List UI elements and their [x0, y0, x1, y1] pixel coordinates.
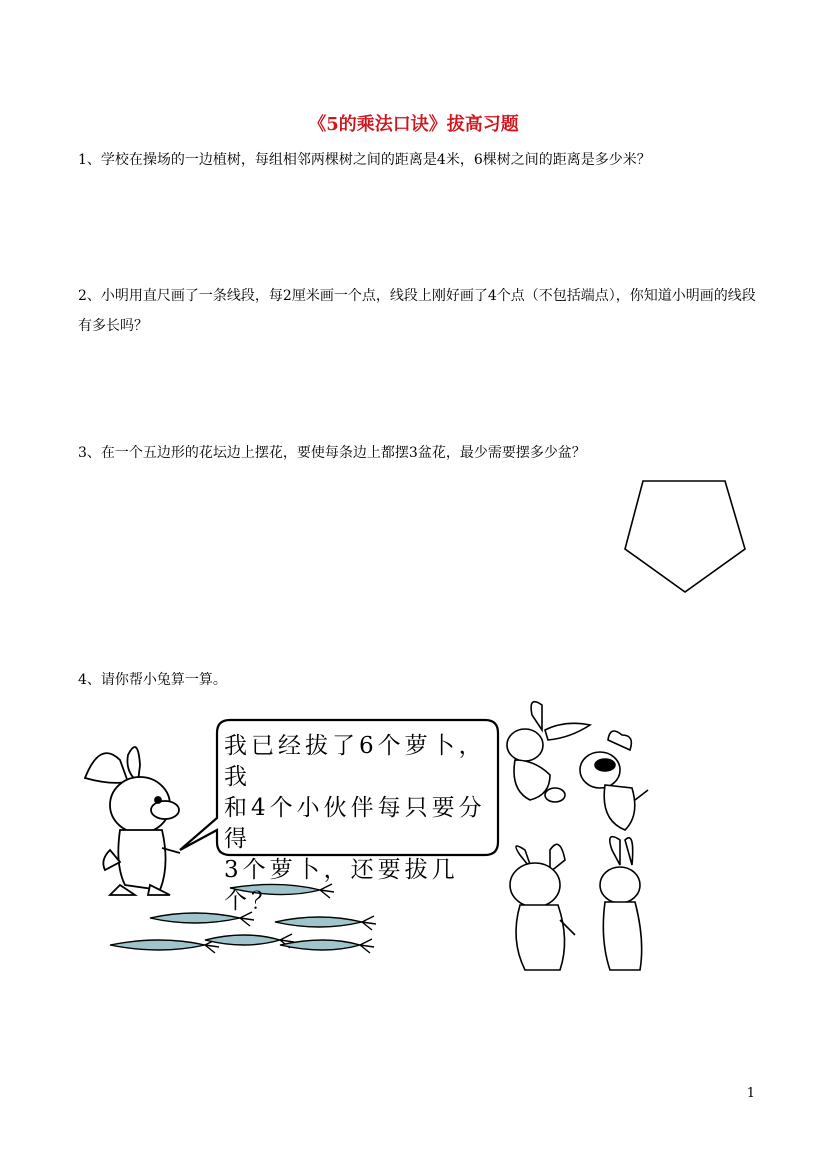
speech-line: 我已经拔了6个萝卜，我	[224, 733, 486, 790]
page-number: 1	[746, 1086, 755, 1101]
pentagon-figure	[620, 476, 750, 596]
rabbit-group-drawing	[507, 702, 648, 970]
left-rabbit-drawing	[85, 747, 180, 895]
page-title: 《5的乘法口诀》拔高习题	[308, 114, 519, 135]
speech-bubble-text	[210, 721, 500, 914]
question-4: 4、请你帮小兔算一算。	[78, 672, 227, 688]
speech-line: 和4个小伙伴每只要分得	[224, 795, 486, 852]
question-3: 3、在一个五边形的花坛边上摆花，要使每条边上都摆3盆花，最少需要摆多少盆？	[78, 445, 586, 461]
question-1: 1、学校在操场的一边植树，每组相邻两棵树之间的距离是4米，6棵树之间的距离是多少米？	[78, 152, 651, 168]
speech-line: 3个萝卜，还要拔几个？	[224, 857, 459, 914]
question-2: 2、小明用直尺画了一条线段，每2厘米画一个点，线段上刚好画了4个点（不包括端点），你知道小明画的线段有多长吗？	[78, 288, 756, 334]
